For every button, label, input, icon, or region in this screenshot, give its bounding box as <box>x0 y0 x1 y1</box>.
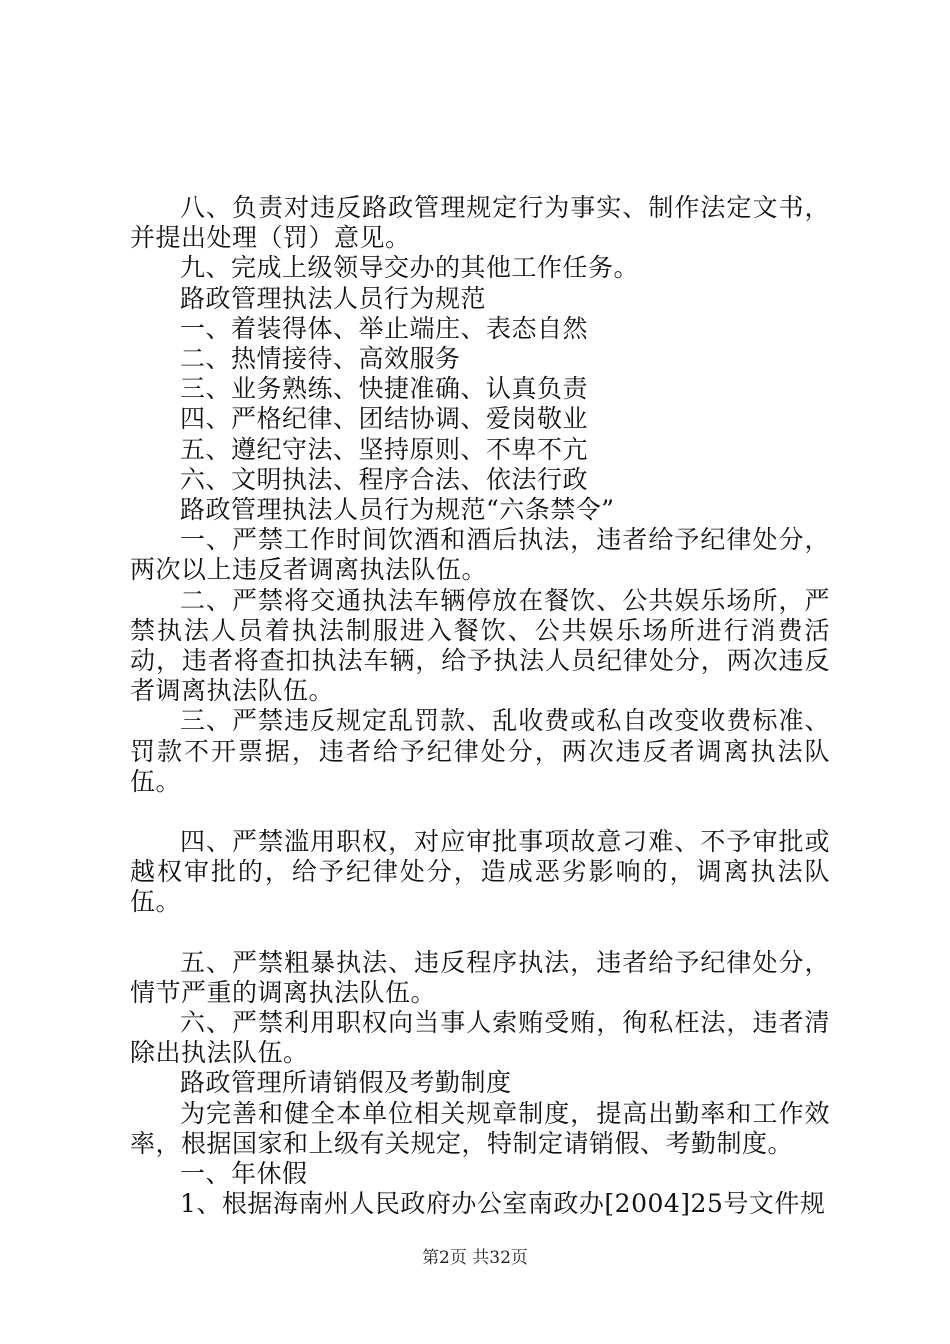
prohibition-item-1: 一、严禁工作时间饮酒和酒后执法，违者给予纪律处分，两次以上违反者调离执法队伍。 <box>130 525 830 585</box>
norm-item-1: 一、着装得体、举止端庄、表态自然 <box>180 313 589 343</box>
prohibition-item-2: 二、严禁将交通执法车辆停放在餐饮、公共娱乐场所，严禁执法人员着执法制服进入餐饮、公共娱乐场所进行消费活动，违者将查扣执法车辆，给予执法人员纪律处分，两次违反者调离执法队伍。 <box>130 585 830 706</box>
prohibition-item-3: 三、严禁违反规定乱罚款、乱收费或私自改变收费标准、罚款不开票据，违者给予纪律处分，两次违反者调离执法队伍。 <box>130 706 830 796</box>
document-body <box>130 193 830 1220</box>
norm-item-6: 六、文明执法、程序合法、依法行政 <box>180 464 589 494</box>
norm-item-4: 四、严格纪律、团结协调、爱岗敬业 <box>180 404 589 434</box>
paragraph-duty-8: 八、负责对违反路政管理规定行为事实、制作法定文书，并提出处理（罚）意见。 <box>130 193 830 253</box>
prohibition-item-4: 四、严禁滥用职权，对应审批事项故意刁难、不予审批或越权审批的，给予纪律处分，造成恶劣影响的，调离执法队伍。 <box>130 827 830 917</box>
section-heading-leave-attendance: 路政管理所请销假及考勤制度 <box>180 1068 512 1098</box>
norm-item-5: 五、遵纪守法、坚持原则、不卑不亢 <box>180 434 589 464</box>
section-heading-six-prohibitions: 路政管理执法人员行为规范“六条禁令” <box>180 495 615 525</box>
page-number-footer: 第2页 共32页 <box>422 1248 528 1268</box>
subheading-annual-leave: 一、年休假 <box>180 1159 308 1189</box>
paragraph-leave-intro: 为完善和健全本单位相关规章制度，提高出勤率和工作效率，根据国家和上级有关规定，特制定请销假、考勤制度。 <box>130 1098 830 1158</box>
section-heading-conduct-norms: 路政管理执法人员行为规范 <box>180 283 487 313</box>
norm-item-3: 三、业务熟练、快捷准确、认真负责 <box>180 374 589 404</box>
paragraph-annual-leave-1: 1、根据海南州人民政府办公室南政办[2004]25号文件规 <box>180 1189 826 1219</box>
prohibition-item-6: 六、严禁利用职权向当事人索贿受贿，徇私枉法，违者清除出执法队伍。 <box>130 1008 830 1068</box>
prohibition-item-5: 五、严禁粗暴执法、违反程序执法，违者给予纪律处分，情节严重的调离执法队伍。 <box>130 947 830 1007</box>
paragraph-duty-9: 九、完成上级领导交办的其他工作任务。 <box>180 253 640 283</box>
norm-item-2: 二、热情接待、高效服务 <box>180 344 461 374</box>
